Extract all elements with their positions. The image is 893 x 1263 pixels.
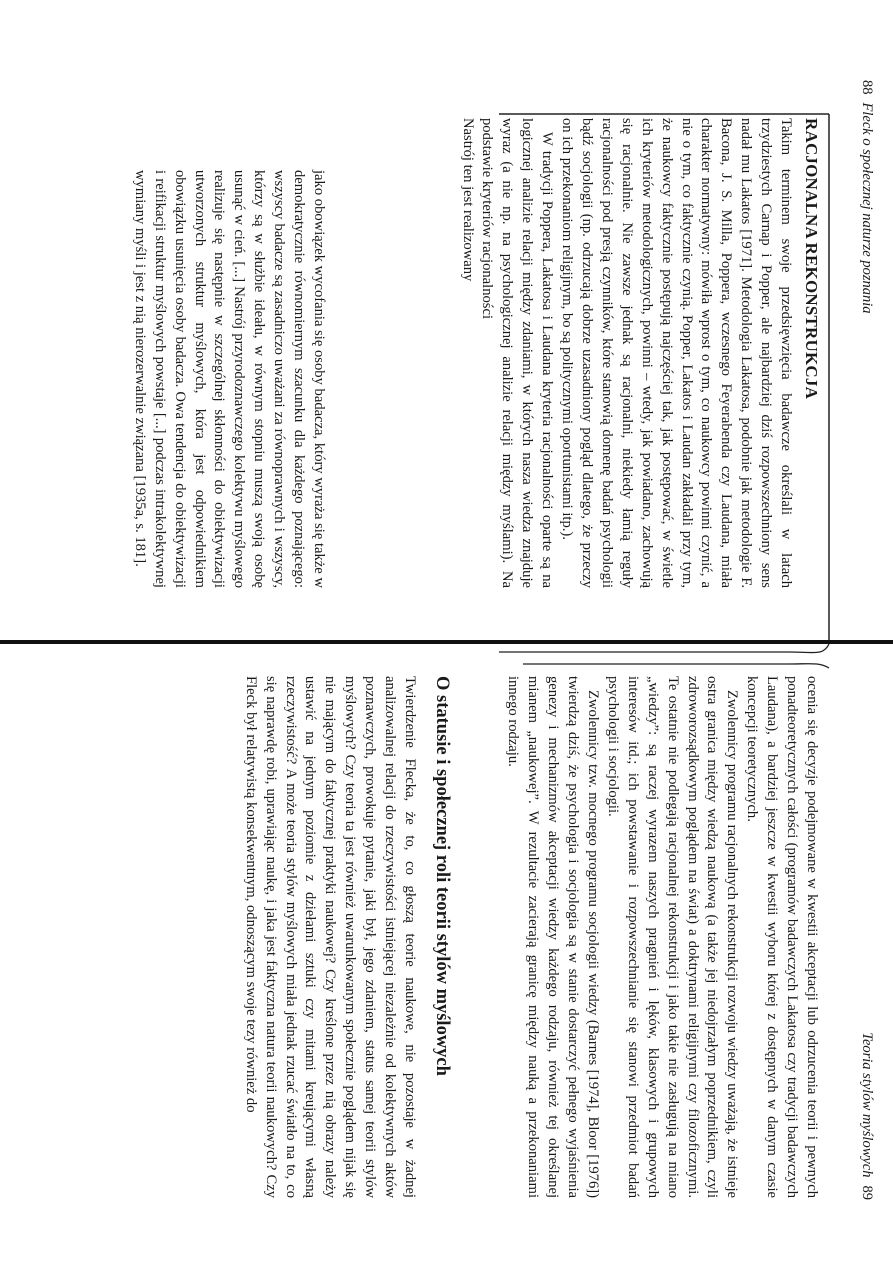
box-cont-paragraph-1: ocenia się decyzje podejmowane w kwestii akceptacji lub odrzucenia teorii i pewnych ponadteoretycznych całości (programów badawczych Lakatosa czy tradycji badawczych Laudana), a bardziej jeszcze w kwestii wyboru której z dostępnych w danym czasie koncepcji teoretycznych.	[744, 676, 820, 1198]
box-heading: RACJONALNA REKONSTRUKCJA	[802, 118, 821, 400]
right-running-head-title: Teoria stylów myślowych	[859, 1032, 875, 1178]
section-heading: O statusie i społecznej roli teorii stylów myślowych	[432, 676, 452, 1076]
box-paragraph-2: W tradycji Poppera, Lakatosa i Laudana kryteria racjonalności oparte są na logicznej analizie relacji między zdaniami, w których nasza wiedza znajduje wyraz (a nie np. na psychologicznej analizie relacji między myślami). Na podstawie kryteriów racjonalności	[479, 118, 556, 588]
box-cont-paragraph-3: Zwolennicy tzw. mocnego programu socjologii wiedzy (Barnes [1974], Bloor [1976]) twierdzą dziś, że psychologia i socjologia są w stanie dostarczyć pełnego wyjaśnienia genezy i mechanizmów akceptacji wiedzy każdego rodzaju, również tej określanej mianem „naukowej”. W rezultacie zacierają granicę między nauką a przekonaniami innego rodzaju.	[505, 676, 602, 1198]
right-section-column	[240, 676, 453, 1198]
right-running-head	[858, 860, 875, 1200]
section-paragraph-1: Twierdzenie Flecka, że to, co głoszą teorie naukowe, nie pozostaje w żadnej analizowalnej relacji do rzeczywistości istniejącej niezależnie od kolektywnych aktów poznawczych, prowokuje pytanie, jaki był, jego zdaniem, status samej teorii stylów myślowych? Czy teoria ta jest również uwarunkowanym społecznie poglądem nijak się nie mającym do faktycznej praktyki naukowej? Czy kreślone przez nią obrazy należy ustawić na jednym poziomie z dziełami sztuki czy mitami kreującymi własną rzeczywistość? A może teoria stylów myślowych miała jednak rzucać światło na to, co się naprawdę robi, uprawiając naukę, i jaka jest faktyczna natura teorii naukowych? Czy Fleck był relatywistą konsekwentnym, odnoszącym swoje tezy również do	[242, 676, 418, 1198]
box-paragraph-1: Takim terminem swoje przedsięwzięcia badawcze określali w latach trzydziestych Carnap i Popper, ale najbardziej dziś rozpowszechniony sens nadał mu Lakatos [1971]. Metodologia Lakatosa, podobnie jak metodologie F. Bacona, J. S. Milla, Poppera, wczesnego Feyerabenda czy Laudana, miała charakter normatywny: mówiła wprost o tym, co naukowcy powinni czynić, a nie o tym, co faktycznie czynią. Popper, Lakatos i Laudan zakładali przy tym, że naukowcy faktycznie postępują najczęściej tak, jak postępować, w świetle ich kryteriów metodologicznych, powinni – wtedy, jak powiadano, zachowują się racjonalnie. Nie zawsze jednak są racjonalni, niekiedy łamią reguły racjonalności pod presją czynników, które stanowią domenę badań psychologii bądź socjologii (np. odrzucają dobrze uzasadniony pogląd dlatego, że przeczy on ich przekonaniom religijnym, bo są politycznymi oportunistami itp.).	[559, 118, 795, 588]
left-quote-column	[129, 170, 328, 588]
box-frame-right	[469, 660, 829, 1220]
page-gutter-rule	[0, 640, 893, 644]
left-running-head-title: Fleck o społecznej naturze poznania	[859, 102, 875, 314]
right-page-number: 89	[859, 1185, 875, 1200]
left-running-head	[858, 80, 875, 640]
box-cont-paragraph-2: Zwolennicy programu racjonalnych rekonstrukcji rozwoju wiedzy uważają, że istnieje ostra granica między wiedzą naukową (a także jej niedojrzałym poprzednikiem, czyli zdroworozsądkowym poglądem na świat) a doktrynami religijnymi czy filozoficznymi. Te ostatnie nie podlegają racjonalnej rekonstrukcji i jako takie nie zasługują na miano „wiedzy”: są raczej wyrazem naszych pragnień i lęków, klasowych i grupowych interesów itd.; ich powstawanie i rozpowszechnianie się stanowi przedmiot badań psychologii i socjologii.	[604, 676, 741, 1198]
after-box-text: Nastrój ten jest realizowany	[459, 118, 476, 282]
block-quote: jako obowiązek wycofania się osoby badacza, który wyraża się także w demokratycznie równomiernym szacunku dla każdego poznającego: wszyscy badacze są zasadniczo uważani za równoprawnych i wszyscy, którzy są w służbie ideału, w równym stopniu muszą swoją osobę usunąć w cień. [...] Nastrój przyrodoznawczego kolektywu myślowego realizuje się następnie w szczególnej skłonności do obiektywizacji utworzonych struktur myślowych, która jest odpowiednikiem obowiązku usunięcia osoby badacza. Owa tendencja do obiektywizacji i reifikacji struktur myślowych powstaje [...] podczas intrakolektywnej wymiany myśli i jest z nią nierozerwalnie związana [1935a, s. 181].	[131, 170, 327, 588]
left-page-number: 88	[859, 80, 875, 95]
box-frame	[389, 104, 829, 664]
